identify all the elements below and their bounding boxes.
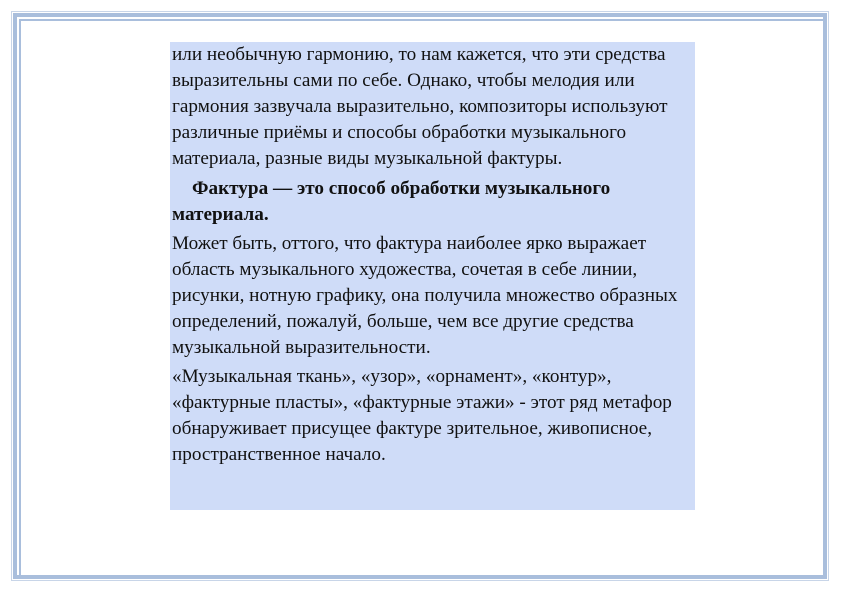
paragraph-expression: Может быть, оттого, что фактура наиболее ярко выражает область музыкального художества, сочетая в себе линии, рисунки, нотную графику, она получила множество образных определений, пожалуй, больше, чем все другие средства музыкальной выразительности.: [172, 233, 678, 358]
paragraph-intro: или необычную гармонию, то нам кажется, что эти средства выразительны сами по себе. Однако, чтобы мелодия или гармония зазвучала выразительно, композиторы используют различные приёмы и способы обработки музыкального материала, разные виды музыкальной фактуры.: [172, 44, 668, 169]
text-box: [170, 42, 695, 510]
paragraph-definition: Фактура — это способ обработки музыкального материала.: [172, 178, 611, 225]
paragraph-metaphors: «Музыкальная ткань», «узор», «орнамент», «контур», «фактурные пласты», «фактурные этажи» - этот ряд метафор обнаруживает присущее фактуре зрительное, живописное, пространственное начало.: [172, 366, 672, 465]
